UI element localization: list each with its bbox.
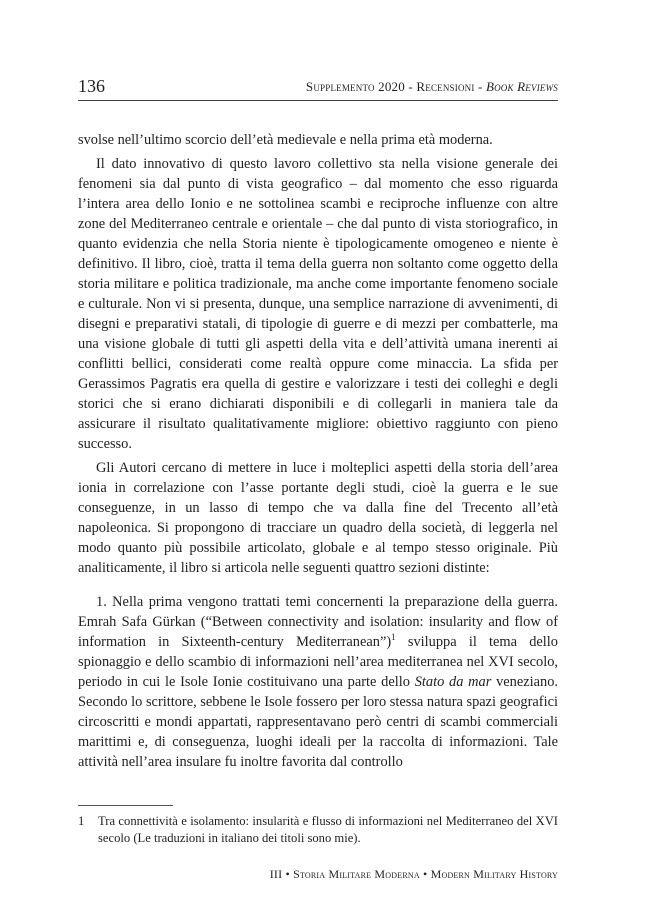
paragraph-text: veneziano. Secondo lo scrittore, sebbene le Isole fossero per loro stessa natura spazi geografici circoscritti e mondi appartati, rappresentavano però centri di scambi commerciali marittimi e, di conseguenza, luoghi ideali per la raccolta di informazioni. Tale attività nell’area insulare fu inoltre favorita dal controllo xyxy=(78,674,558,770)
paragraph: Gli Autori cercano di mettere in luce i molteplici aspetti della storia dell’area ionia in correlazione con l’asse portante degli studi, cioè la guerra e le sue conseguenze, in un lasso di tempo che va dalla fine del Trecento all’età napoleonica. Si propongono di tracciare un quadro della società, di leggerla nel modo quanto più possibile articolato, globale e al tempo stesso originale. Più analiticamente, il libro si articola nelle seguenti quattro sezioni distinte: xyxy=(78,460,558,576)
paragraph-text: sviluppa il tema dello spionaggio e dello scambio di informazioni nell’area mediterranea nel XVI secolo, periodo in cui le Isole Ionie costituivano una parte dello xyxy=(78,634,558,690)
paragraph-text: 1. Nella prima vengono trattati temi concernenti la preparazione della guerra. Emrah Safa Gürkan (“Between connectivity and isolation: insularity and flow of information in Sixteenth-century Mediterranean”) xyxy=(78,594,558,650)
page-number: 136 xyxy=(78,76,105,96)
running-head-italic: Book Reviews xyxy=(485,79,558,94)
footnote-text: Tra connettività e isolamento: insularità e flusso di informazioni nel Mediterraneo del XVI secolo (Le traduzioni in italiano dei titoli sono mie). xyxy=(98,814,558,845)
running-head-roman: Supplemento 2020 - Recensioni - xyxy=(305,79,486,94)
footnote-divider xyxy=(78,805,173,806)
main-text xyxy=(78,130,558,772)
italic-term: Stato da mar xyxy=(414,674,492,690)
footnote xyxy=(78,813,558,847)
footnote-number: 1 xyxy=(78,814,85,828)
running-head xyxy=(306,79,558,95)
paragraph-section-1 xyxy=(78,592,558,772)
page-header xyxy=(78,76,558,101)
footnote-reference: 1 xyxy=(391,632,396,643)
page-footer: III • Storia Militare Moderna • Modern Military History xyxy=(269,867,558,881)
paragraph-continuation: svolse nell’ultimo scorcio dell’età medievale e nella prima età moderna. xyxy=(78,132,493,148)
paragraph: Il dato innovativo di questo lavoro collettivo sta nella visione generale dei fenomeni sia dal punto di vista geografico – dal momento che esso riguarda l’intera area dello Ionio e ne sottolinea scambi e reciproche influenze con altre zone del Mediterraneo centrale e orientale – che dal punto di vista storiografico, in quanto evidenzia che nella Storia niente è tipologicamente omogeneo e niente è definitivo. Il libro, cioè, tratta il tema della guerra non soltanto come oggetto della storia militare e politica tradizionale, ma anche come importante fenomeno sociale e culturale. Non vi si presenta, dunque, una semplice narrazione di avvenimenti, di disegni e preparativi statali, di tipologie di guerre e di mezzi per combatterle, ma una visione globale di tutti gli aspetti della vita e dell’attività umana inerenti ai conflitti bellici, considerati come realtà oppure come minaccia. La sfida per Gerassimos Pagratis era quella di gestire e valorizzare i testi dei colleghi e degli storici che si erano dichiarati disponibili e di collegarli in maniera tale da assicurare il risultato qualitativamente migliore: obiettivo raggiunto con pieno successo. xyxy=(78,156,558,452)
